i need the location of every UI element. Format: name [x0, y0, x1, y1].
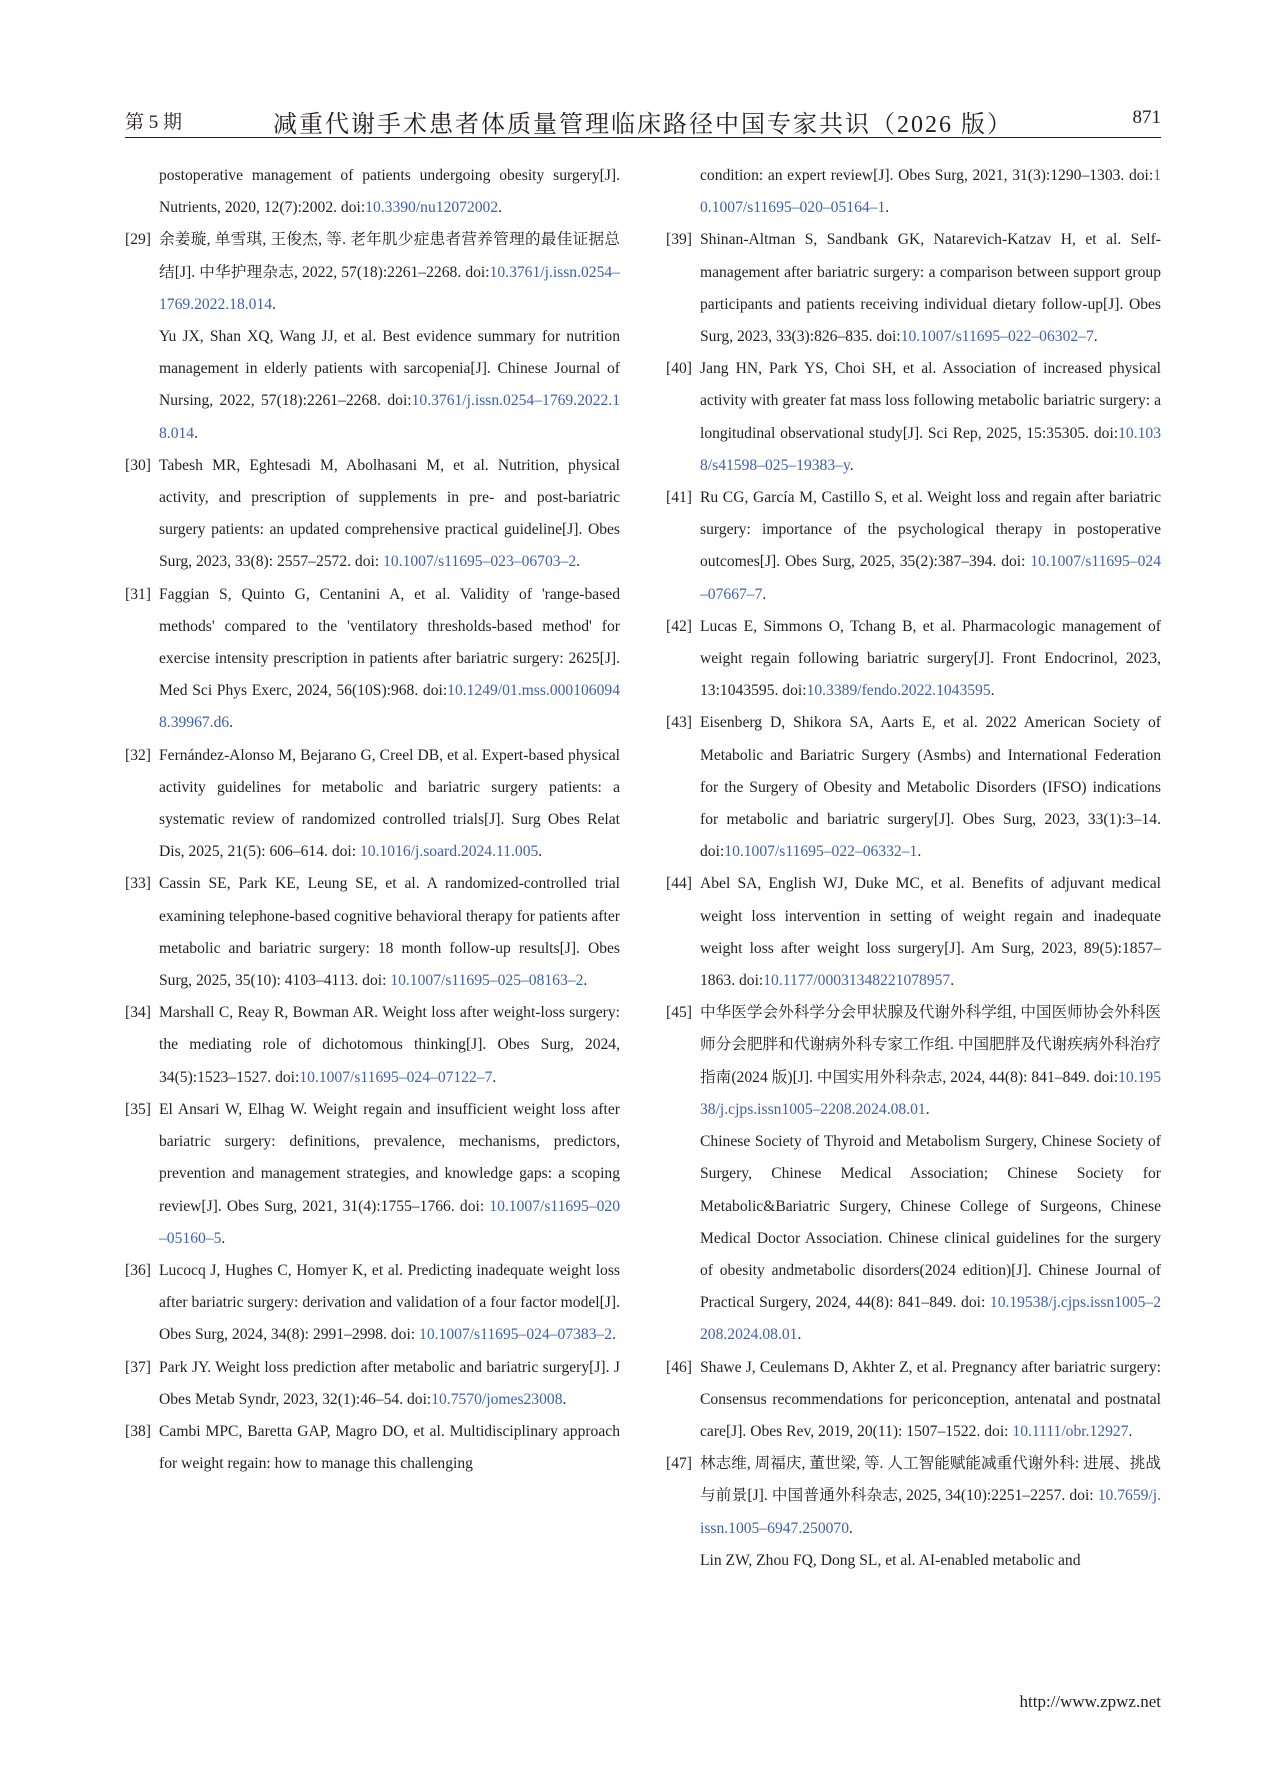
- reference-citation: 中华医学会外科学分会甲状腺及代谢外科学组, 中国医师协会外科医师分会肥胖和代谢病外科专家工作组. 中国肥胖及代谢疾病外科治疗指南(2024 版)[J]. 中国实用外科杂志, 2024, 44(8): 841–849. doi:: [700, 1004, 1161, 1086]
- doi-link[interactable]: 10.7659/j.issn.1005–6947.250070: [700, 1487, 1161, 1537]
- reference-tail: .: [1128, 1422, 1133, 1440]
- page-number: 871: [1132, 107, 1161, 128]
- reference-text: [700, 611, 1161, 708]
- translation-citation: Chinese Society of Thyroid and Metabolism Surgery, Chinese Society of Surgery, Chinese Medical Association; Chinese Society for Metabolic&Bariatric Surgery, Chinese College of Surgeons, Chinese Medical Doctor Association. Chinese clinical guidelines for the surgery of obesity andmetabolic disorders(2024 edition)[J]. Chinese Journal of Practical Surgery, 2024, 44(8): 841–849. doi:: [700, 1133, 1161, 1312]
- reference-tail: .: [194, 424, 198, 442]
- reference-tail: .: [583, 972, 588, 990]
- reference-citation: Lucas E, Simmons O, Tchang B, et al. Pharmacologic management of weight regain following bariatric surgery[J]. Front Endocrinol, 2023, 13:1043595. doi:: [700, 617, 1161, 700]
- reference-citation: condition: an expert review[J]. Obes Surg, 2021, 31(3):1290–1303. doi:: [700, 167, 1154, 184]
- reference-text: [159, 1094, 620, 1255]
- reference-number: [44]: [666, 875, 692, 893]
- reference-text: [700, 224, 1161, 353]
- reference-tail: .: [917, 843, 922, 861]
- doi-link[interactable]: 10.19538/j.cjps.issn1005–2208.2024.08.01: [700, 1068, 1161, 1118]
- reference-number: [32]: [125, 746, 151, 764]
- reference-tail: .: [925, 1100, 930, 1118]
- doi-link[interactable]: 10.1177/00031348221078957: [763, 972, 951, 990]
- reference-number: [33]: [125, 875, 151, 893]
- reference-number: [41]: [666, 489, 692, 507]
- translation-citation: Yu JX, Shan XQ, Wang JJ, et al. Best evidence summary for nutrition management in elderly patients with sarcopenia[J]. Chinese Journal of Nursing, 2022, 57(18):2261–2268. doi:: [159, 328, 620, 410]
- reference-item: [666, 160, 1161, 224]
- doi-link[interactable]: 10.1007/s11695–023–06703–2: [383, 553, 577, 571]
- doi-link[interactable]: 10.1007/s11695–022–06302–7: [900, 328, 1094, 346]
- reference-text: [159, 579, 620, 740]
- doi-link[interactable]: 10.1007/s11695–024–07122–7: [299, 1068, 493, 1086]
- reference-text: [700, 482, 1161, 611]
- doi-link[interactable]: 10.1249/01.mss.0001060948.39967.d6: [159, 682, 620, 732]
- reference-number: [45]: [666, 1004, 692, 1022]
- reference-item: [666, 997, 1161, 1351]
- reference-item: [666, 868, 1161, 997]
- reference-text: [159, 450, 620, 579]
- reference-item: [125, 579, 620, 740]
- reference-text: [159, 160, 620, 224]
- reference-number: [34]: [125, 1004, 151, 1022]
- reference-translation: [700, 1126, 1161, 1351]
- reference-item: [125, 450, 620, 579]
- reference-item: [125, 1416, 620, 1480]
- reference-citation: Shinan-Altman S, Sandbank GK, Natarevich-Katzav H, et al. Self-management after bariatric surgery: a comparison between support group participants and patients receiving individual dietary follow-up[J]. Obes Surg, 2023, 33(3):826–835. doi:: [700, 231, 1161, 346]
- reference-number: [42]: [666, 617, 692, 635]
- reference-text: [700, 160, 1161, 224]
- reference-number: [36]: [125, 1261, 151, 1279]
- reference-item: [125, 1094, 620, 1255]
- reference-item: [666, 482, 1161, 611]
- doi-link[interactable]: 10.1007/s11695–024–07383–2: [419, 1326, 613, 1344]
- doi-link[interactable]: 10.19538/j.cjps.issn1005–2208.2024.08.01: [700, 1294, 1161, 1344]
- translation-citation: Lin ZW, Zhou FQ, Dong SL, et al. AI-enabled metabolic and: [700, 1551, 1081, 1569]
- doi-link[interactable]: 10.1111/obr.12927: [1012, 1422, 1129, 1440]
- reference-tail: .: [990, 682, 995, 700]
- doi-link[interactable]: 10.1007/s11695–022–06332–1: [724, 843, 918, 861]
- reference-citation: Park JY. Weight loss prediction after metabolic and bariatric surgery[J]. J Obes Metab Syndr, 2023, 32(1):46–54. doi:: [159, 1358, 620, 1408]
- doi-link[interactable]: 10.1007/s11695–020–05164–1: [700, 167, 1161, 217]
- reference-citation: 余姜璇, 单雪琪, 王俊杰, 等. 老年肌少症患者营养管理的最佳证据总结[J]. 中华护理杂志, 2022, 57(18):2261–2268. doi:: [159, 231, 620, 281]
- running-header: [125, 103, 1161, 138]
- reference-citation: Abel SA, English WJ, Duke MC, et al. Benefits of adjuvant medical weight loss intervention in setting of weight regain and inadequate weight loss after weight loss surgery[J]. Am Surg, 2023, 89(5):1857–1863. doi:: [700, 875, 1161, 990]
- reference-citation: Ru CG, García M, Castillo S, et al. Weight loss and regain after bariatric surgery: importance of the psychological therapy in postoperative outcomes[J]. Obes Surg, 2025, 35(2):387–394. doi:: [700, 489, 1161, 571]
- reference-number: [40]: [666, 360, 692, 378]
- reference-translation: [700, 1545, 1161, 1577]
- reference-tail: .: [576, 553, 581, 571]
- reference-text: [700, 997, 1161, 1126]
- doi-link[interactable]: 10.1038/s41598–025–19383–y: [700, 424, 1161, 474]
- reference-citation: Marshall C, Reay R, Bowman AR. Weight loss after weight-loss surgery: the mediating role of dichotomous thinking[J]. Obes Surg, 2024, 34(5):1523–1527. doi:: [159, 1004, 620, 1086]
- reference-tail: .: [498, 199, 503, 217]
- reference-number: [43]: [666, 714, 692, 732]
- reference-tail: .: [272, 295, 276, 313]
- reference-number: [47]: [666, 1455, 692, 1473]
- reference-citation: Lucocq J, Hughes C, Homyer K, et al. Predicting inadequate weight loss after bariatric surgery: derivation and validation of a four factor model[J]. Obes Surg, 2024, 34(8): 2991–2998. doi:: [159, 1261, 620, 1344]
- reference-tail: .: [221, 1229, 226, 1247]
- reference-item: [125, 740, 620, 869]
- reference-text: [159, 740, 620, 869]
- reference-citation: Tabesh MR, Eghtesadi M, Abolhasani M, et al. Nutrition, physical activity, and prescription of supplements in pre- and post-bariatric surgery patients: an updated comprehensive practical guideline[J]. Obes Surg, 2023, 33(8): 2557–2572. doi:: [159, 456, 620, 571]
- issue-label: 第 5 期: [125, 112, 183, 133]
- reference-citation: 林志维, 周福庆, 董世梁, 等. 人工智能赋能减重代谢外科: 进展、挑战与前景[J]. 中国普通外科杂志, 2025, 34(10):2251–2257. doi:: [700, 1455, 1161, 1505]
- reference-number: [46]: [666, 1358, 692, 1376]
- doi-link[interactable]: 10.3389/fendo.2022.1043595: [806, 682, 991, 700]
- left-reference-column: [125, 160, 620, 1480]
- reference-citation: Jang HN, Park YS, Choi SH, et al. Association of increased physical activity with greater fat mass loss following metabolic bariatric surgery: a longitudinal observational study[J]. Sci Rep, 2025, 15:35305. doi:: [700, 360, 1161, 442]
- reference-text: [159, 224, 620, 321]
- reference-text: [700, 353, 1161, 482]
- reference-item: [666, 707, 1161, 868]
- reference-citation: El Ansari W, Elhag W. Weight regain and insufficient weight loss after bariatric surgery: definitions, prevalence, mechanisms, predictors, prevention and management strategies, and knowledge gaps: a scoping review[J]. Obes Surg, 2021, 31(4):1755–1766. doi:: [159, 1100, 620, 1215]
- reference-item: [125, 997, 620, 1094]
- reference-number: [38]: [125, 1422, 151, 1440]
- reference-item: [125, 224, 620, 449]
- reference-tail: .: [229, 714, 234, 732]
- reference-citation: Shawe J, Ceulemans D, Akhter Z, et al. Pregnancy after bariatric surgery: Consensus recommendations for periconception, antenatal and postnatal care[J]. Obes Rev, 2019, 20(11): 1507–1522. doi:: [700, 1358, 1161, 1440]
- doi-link[interactable]: 10.1007/s11695–025–08163–2: [390, 972, 584, 990]
- reference-tail: .: [562, 1390, 567, 1408]
- doi-link[interactable]: 10.1007/s11695–024–07667–7: [700, 553, 1161, 603]
- right-reference-column: [666, 160, 1161, 1577]
- footer-url[interactable]: http://www.zpwz.net: [1019, 1692, 1161, 1711]
- reference-text: [159, 1352, 620, 1416]
- reference-item: [125, 1255, 620, 1352]
- reference-text: [159, 997, 620, 1094]
- reference-tail: .: [538, 843, 543, 861]
- doi-link[interactable]: 10.3761/j.issn.0254–1769.2022.18.014: [159, 263, 620, 313]
- reference-citation: Fernández-Alonso M, Bejarano G, Creel DB, et al. Expert-based physical activity guidelines for metabolic and bariatric surgery patients: a systematic review of randomized controlled trials[J]. Surg Obes Relat Dis, 2025, 21(5): 606–614. doi:: [159, 746, 620, 861]
- reference-item: [666, 1448, 1161, 1577]
- doi-link[interactable]: 10.1016/j.soard.2024.11.005: [359, 843, 539, 861]
- reference-number: [29]: [125, 231, 151, 249]
- doi-link[interactable]: 10.7570/jomes23008: [431, 1390, 563, 1408]
- reference-tail: .: [849, 456, 854, 474]
- reference-tail: .: [950, 972, 955, 990]
- reference-tail: .: [797, 1326, 802, 1344]
- doi-link[interactable]: 10.3761/j.issn.0254–1769.2022.18.014: [159, 392, 620, 442]
- reference-item: [666, 1352, 1161, 1449]
- reference-number: [30]: [125, 456, 151, 474]
- reference-text: [159, 1416, 620, 1480]
- reference-number: [31]: [125, 585, 151, 603]
- reference-citation: Cambi MPC, Baretta GAP, Magro DO, et al. Multidisciplinary approach for weight regain: how to manage this challenging: [159, 1422, 620, 1473]
- doi-link[interactable]: 10.3390/nu12072002: [365, 199, 499, 217]
- reference-tail: .: [885, 199, 890, 217]
- reference-number: [35]: [125, 1100, 151, 1118]
- reference-tail: .: [492, 1068, 497, 1086]
- reference-item: [125, 868, 620, 997]
- reference-text: [159, 1255, 620, 1352]
- reference-citation: Cassin SE, Park KE, Leung SE, et al. A randomized-controlled trial examining telephone-based cognitive behavioral therapy for patients after metabolic and bariatric surgery: 18 month follow-up results[J]. Obes Surg, 2025, 35(10): 4103–4113. doi:: [159, 875, 620, 990]
- reference-item: [666, 611, 1161, 708]
- reference-citation: Faggian S, Quinto G, Centanini A, et al. Validity of 'range-based methods' compared to the 'ventilatory thresholds-based method' for exercise intensity prescription in patients after bariatric surgery: 2625[J]. Med Sci Phys Exerc, 2024, 56(10S):968. doi:: [159, 585, 620, 700]
- reference-text: [700, 868, 1161, 997]
- reference-item: [666, 224, 1161, 353]
- reference-item: [125, 1352, 620, 1416]
- reference-translation: [159, 321, 620, 450]
- reference-text: [159, 868, 620, 997]
- reference-tail: .: [1093, 328, 1098, 346]
- reference-item: [666, 353, 1161, 482]
- reference-tail: .: [762, 585, 767, 603]
- reference-number: [39]: [666, 231, 692, 249]
- reference-text: [700, 1352, 1161, 1449]
- reference-citation: Eisenberg D, Shikora SA, Aarts E, et al. 2022 American Society of Metabolic and Bariatric Surgery (Asmbs) and International Federation for the Surgery of Obesity and Metabolic Disorders (IFSO) indications for metabolic and bariatric surgery[J]. Obes Surg, 2023, 33(1):3–14. doi:: [700, 714, 1161, 861]
- reference-tail: .: [612, 1326, 617, 1344]
- doi-link[interactable]: 10.1007/s11695–020–05160–5: [159, 1197, 620, 1247]
- reference-text: [700, 1448, 1161, 1545]
- reference-number: [37]: [125, 1358, 151, 1376]
- reference-tail: .: [849, 1519, 853, 1537]
- reference-item: [125, 160, 620, 224]
- reference-text: [700, 707, 1161, 868]
- reference-citation: postoperative management of patients undergoing obesity surgery[J]. Nutrients, 2020, 12(7):2002. doi:: [159, 167, 620, 217]
- running-title: 减重代谢手术患者体质量管理临床路径中国专家共识（2026 版）: [273, 112, 1013, 138]
